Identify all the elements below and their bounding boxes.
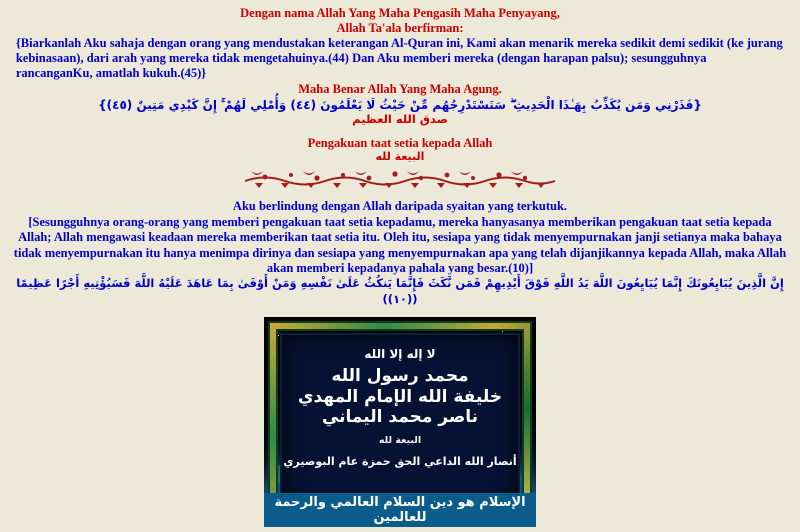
shahada-line-3: خليفة الله الإمام المهدي ناصر محمد اليماني <box>297 387 503 428</box>
khalifa-line: البيعة لله <box>378 435 422 447</box>
bayah-lillah-line: أنصار الله الداعي الحق حمزة عام البوصيري <box>283 455 517 469</box>
banner-caption: الإسلام هو دين السلام العالمي والرحمة للعالمين <box>274 495 526 526</box>
banner-image <box>264 317 536 527</box>
banner-image-container <box>8 317 792 532</box>
ornamental-divider-icon <box>245 169 555 189</box>
allah-taala-line: Allah Ta'ala berfirman: <box>336 20 464 35</box>
shahada-line-2: محمد رسول الله <box>331 366 469 387</box>
taawwudz-line: Aku berlindung dengan Allah daripada syaitan yang terkutuk. <box>232 199 568 214</box>
maha-benar-line: Maha Benar Allah Yang Maha Agung. <box>298 82 502 97</box>
shahada-line-1: لا إله إلا الله <box>364 347 436 362</box>
divider-container <box>8 169 792 191</box>
banner-caption-bar <box>264 493 536 527</box>
banner-text-block <box>282 335 518 509</box>
section-title: Pengakuan taat setia kepada Allah <box>307 135 493 150</box>
ayat-translation: {Biarkanlah Aku sahaja dengan orang yang mendustakan keterangan Al-Quran ini, Kami akan menarik mereka sedikit demi sedikit (ke jurang kebinasaan), dari arah yang mereka tidak mengetahuinya.(44) Dan Aku memberi mereka (dengan harapan palsu); sesungguhnya rancanganKu, amatlah kukuh.(45)} <box>15 35 783 80</box>
ayat-arabic: {فَذَرْنِي وَمَن يُكَذِّبُ بِهَـٰذَا الْحَدِيثِ ۖ سَنَسْتَدْرِجُهُم مِّنْ حَيْثُ لَا يَعْلَمُونَ (٤٤) وَأُمْلِي لَهُمْ ۚ إِنَّ كَيْدِي مَتِينٌ (٤٥)} <box>98 98 702 112</box>
sadaqallah-line: صدق الله العظيم <box>352 112 448 127</box>
section-title-arabic: البيعة لله <box>375 149 425 163</box>
bayah-arabic: إِنَّ الَّذِينَ يُبَايِعُونَكَ إِنَّمَا يُبَايِعُونَ اللَّهَ يَدُ اللَّهِ فَوْقَ أَيْدِيهِمْ فَمَن نَّكَثَ فَإِنَّمَا يَنكُثُ عَلَىٰ نَفْسِهِ وَمَنْ أَوْفَىٰ بِمَا عَاهَدَ عَلَيْهُ اللَّهَ فَسَيُؤْتِيهِ أَجْرًا عَظِيمًا ((١٠)) <box>16 276 784 306</box>
basmalah-line: Dengan nama Allah Yang Maha Pengasih Maha Penyayang, <box>240 6 560 20</box>
bayah-translation: [Sesungguhnya orang-orang yang memberi pengakuan taat setia kepadamu, mereka hanyasanya memberikan pengakuan taat setia kepada Allah; Allah mengawasi keadaan mereka memberikan taat setia itu. Oleh itu, sesiapa yang tidak menyempurnakan janji setianya maka bahaya tidak menyempurnakan itu hanya menimpa dirinya dan sesiapa yang menyempurnakan apa yang telah dijanjikannya kepada Allah, maka Allah akan memberi kepadanya pahala yang besar.(10)] <box>13 215 787 275</box>
